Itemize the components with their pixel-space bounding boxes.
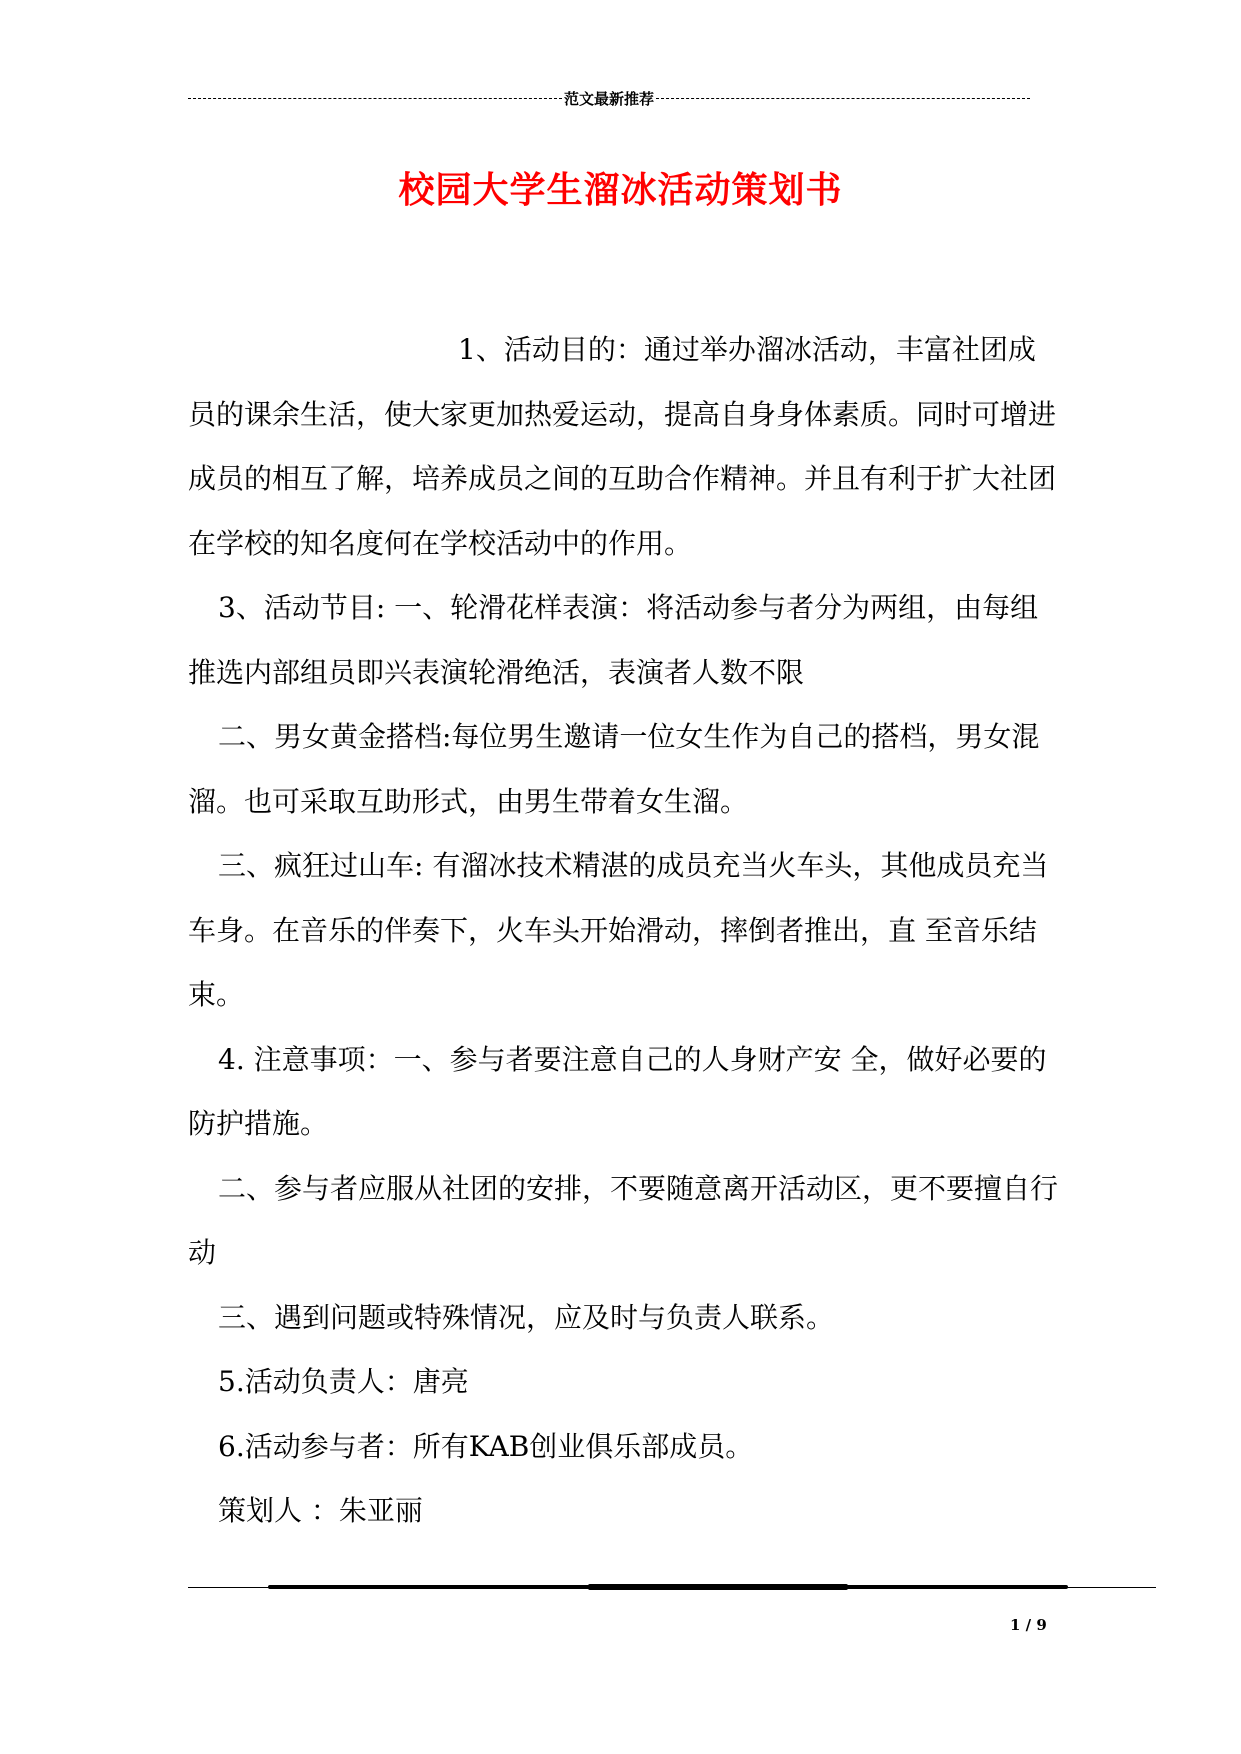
document-body — [188, 318, 1058, 1544]
paragraph-golden-partners: 二、男女黄金搭档:每位男生邀请一位女生作为自己的搭档，男女混溜。也可采取互助形式，由男生带着女生溜。 — [188, 720, 1040, 818]
paragraph-participants: 6.活动参与者：所有KAB创业俱乐部成员。 — [218, 1429, 754, 1463]
page-header — [188, 88, 1030, 108]
header-dash-right — [656, 98, 1030, 99]
page-number: 1 / 9 — [1010, 1616, 1047, 1634]
paragraph-leader: 5.活动负责人：唐亮 — [218, 1365, 469, 1398]
paragraph-roller-coaster: 三、疯狂过山车: 有溜冰技术精湛的成员充当火车头，其他成员充当车身。在音乐的伴奏下，火车头开始滑动，摔倒者推出，直 至音乐结束。 — [188, 849, 1049, 1011]
paragraph-planner: 策划人 ：朱亚丽 — [218, 1494, 423, 1527]
paragraph-purpose: 1、活动目的：通过举办溜冰活动，丰富社团成员的课余生活，使大家更加热爱运动，提高自身身体素质。同时可增进成员的相互了解，培养成员之间的互助合作精神。并且有利于扩大社团在学校的知名度何在学校活动中的作用。 — [188, 333, 1057, 560]
document-title: 校园大学生溜冰活动策划书 — [398, 169, 843, 211]
paragraph-notes: 4. 注意事项：一、参与者要注意自己的人身财产安 全，做好必要的防护措施。 — [188, 1042, 1047, 1140]
paragraph-program: 3、活动节目: 一、轮滑花样表演：将活动参与者分为两组，由每组推选内部组员即兴表演轮滑绝活，表演者人数不限 — [188, 591, 1039, 689]
paragraph-notes-2: 二、参与者应服从社团的安排，不要随意离开活动区，更不要擅自行动 — [188, 1171, 1059, 1269]
header-dash-left — [188, 98, 562, 99]
header-label: 范文最新推荐 — [564, 89, 655, 108]
footer-divider-center — [588, 1584, 848, 1590]
footer-divider — [188, 1587, 1156, 1588]
paragraph-notes-3: 三、遇到问题或特殊情况，应及时与负责人联系。 — [218, 1300, 835, 1334]
